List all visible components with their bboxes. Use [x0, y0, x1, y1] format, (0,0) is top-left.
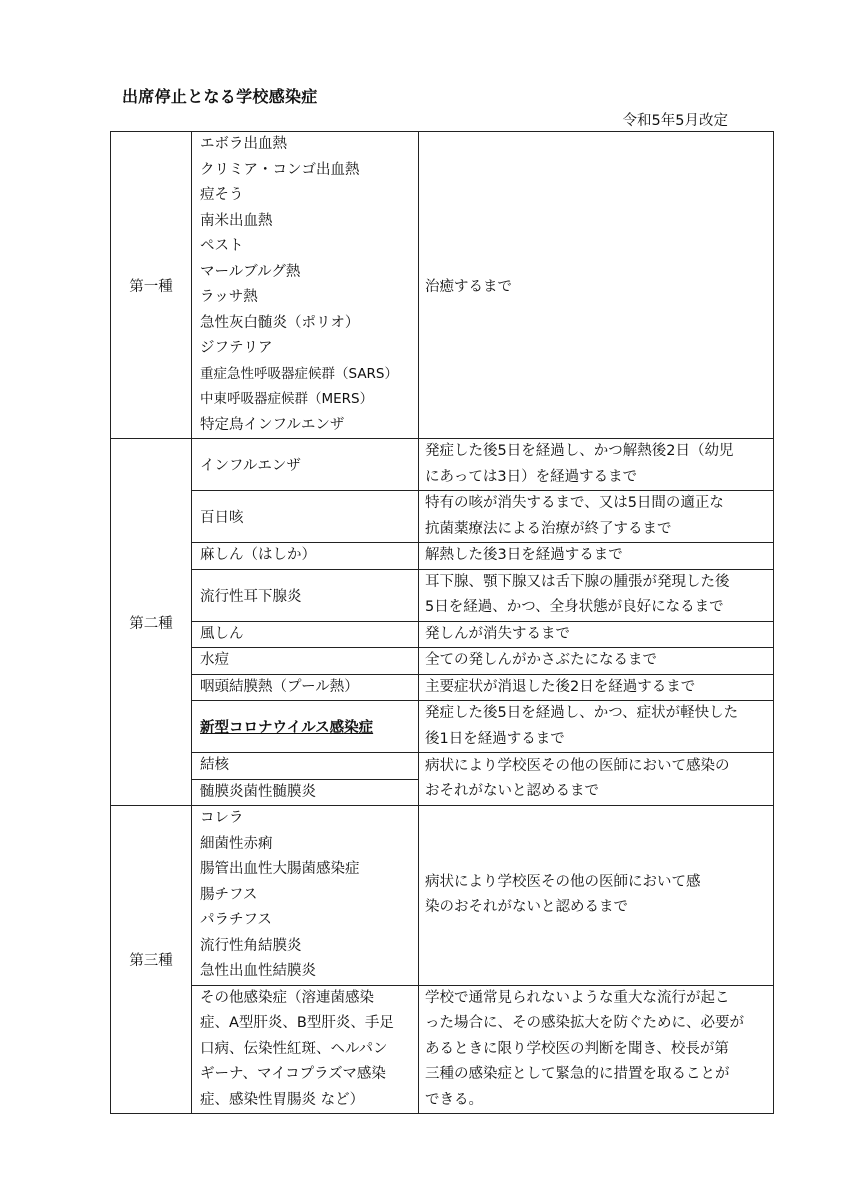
disease-item: ジフテリア: [200, 340, 273, 356]
condition-line: った場合に、その感染拡大を防ぐために、必要が: [425, 1015, 744, 1031]
condition-line: 全ての発しんがかさぶたになるまで: [425, 652, 657, 668]
other-disease-cell: [192, 985, 419, 1114]
disease-label: 結核: [200, 757, 229, 773]
table-row: [111, 543, 774, 570]
condition-line: 病状により学校医その他の医師において感: [425, 873, 701, 890]
disease-item: [192, 543, 419, 570]
condition-line: 特有の咳が消失するまで、又は5日間の適正な: [425, 495, 724, 511]
category-type3: 第三種: [111, 806, 192, 1114]
condition-line: 病状により学校医その他の医師において感染の: [425, 757, 730, 774]
table-row: [111, 648, 774, 675]
disease-item: 痘そう: [200, 187, 244, 203]
condition-line: 三種の感染症として緊急的に措置を取ることが: [425, 1066, 730, 1082]
condition-cell: [419, 621, 774, 648]
disease-item: パラチフス: [200, 912, 272, 928]
table-row: [111, 491, 774, 543]
condition-line: 発しんが消失するまで: [425, 625, 570, 642]
table-row: [111, 621, 774, 648]
disease-item: 特定鳥インフルエンザ: [200, 416, 345, 433]
condition-line: 5日を経過、かつ、全身状態が良好になるまで: [425, 599, 724, 615]
disease-item: [192, 753, 419, 780]
disease-item: 急性出血性結膜炎: [200, 963, 316, 979]
condition-line: 染のおそれがないと認めるまで: [425, 899, 628, 916]
disease-item: 腸チフス: [200, 886, 258, 903]
disease-label: 麻しん（はしか）: [200, 547, 316, 563]
disease-item: 流行性角結膜炎: [200, 937, 302, 954]
condition-cell: [419, 439, 774, 491]
disease-item: マールブルグ熱: [200, 263, 301, 280]
disease-line: ギーナ、マイコプラズマ感染: [200, 1066, 386, 1082]
disease-item: 流行性耳下腺炎: [192, 569, 419, 621]
disease-item: 腸管出血性大腸菌感染症: [200, 861, 360, 877]
condition-type1: 治癒するまで: [419, 132, 774, 439]
condition-cell: [419, 674, 774, 701]
table-row: [111, 674, 774, 701]
disease-list-type1: [192, 132, 419, 439]
table-row: [111, 132, 774, 439]
disease-line: その他感染症（溶連菌感染: [200, 989, 374, 1006]
disease-item: [192, 701, 419, 753]
disease-label: 風しん: [200, 625, 244, 642]
covid-label: 新型コロナウイルス感染症: [200, 720, 374, 736]
condition-line: 学校で通常見られないような重大な流行が起こ: [425, 989, 730, 1006]
disease-item: 重症急性呼吸器症候群（SARS）: [200, 365, 399, 382]
disease-item: クリミア・コンゴ出血熱: [200, 161, 360, 178]
disease-item: 細菌性赤痢: [200, 835, 273, 852]
condition-line: できる。: [425, 1091, 483, 1108]
other-condition-cell: [419, 985, 774, 1114]
disease-item: [192, 779, 419, 806]
table-row: [111, 985, 774, 1114]
document-title: 出席停止となる学校感染症: [122, 87, 318, 106]
disease-item: ペスト: [200, 238, 244, 254]
disease-item: エボラ出血熱: [200, 136, 287, 152]
condition-cell: [419, 543, 774, 570]
disease-label: 髄膜炎菌性髄膜炎: [200, 783, 316, 800]
condition-line: 抗菌薬療法による治療が終了するまで: [425, 520, 672, 537]
disease-list-type3: [192, 806, 419, 986]
table-row: [111, 569, 774, 621]
condition-line: あるときに限り学校医の判断を聞き、校長が第: [425, 1040, 729, 1057]
revision-date: 令和5年5月改定: [622, 113, 728, 129]
disease-item: 急性灰白髄炎（ポリオ）: [200, 314, 360, 331]
disease-item: 中東呼吸器症候群（MERS）: [200, 391, 374, 407]
condition-line: 後1日を経過するまで: [425, 730, 565, 747]
disease-item: [192, 621, 419, 648]
disease-item: インフルエンザ: [192, 439, 419, 491]
disease-line: 症、A型肝炎、B型肝炎、手足: [200, 1015, 394, 1031]
disease-label: 水痘: [200, 652, 229, 668]
disease-item: ラッサ熱: [200, 289, 258, 305]
infectious-disease-table: [110, 131, 774, 1114]
condition-line: 発症した後5日を経過し、かつ解熱後2日（幼児: [425, 443, 734, 459]
condition-cell: [419, 753, 774, 806]
table-row: [111, 701, 774, 753]
disease-item: [192, 648, 419, 675]
condition-line: 発症した後5日を経過し、かつ、症状が軽快した: [425, 705, 739, 721]
table-row: [111, 753, 774, 780]
disease-item: 百日咳: [192, 491, 419, 543]
table-row: [111, 439, 774, 491]
disease-label: 咽頭結膜熱（プール熱）: [200, 678, 359, 695]
condition-line: おそれがないと認めるまで: [425, 783, 599, 799]
disease-item: [192, 674, 419, 701]
disease-line: 症、感染性胃腸炎 など）: [200, 1091, 365, 1108]
condition-line: 解熱した後3日を経過するまで: [425, 547, 623, 563]
condition-cell: [419, 701, 774, 753]
condition-cell: [419, 569, 774, 621]
disease-item: コレラ: [200, 810, 244, 826]
condition-cell: [419, 806, 774, 986]
condition-line: 耳下腺、顎下腺又は舌下腺の腫張が発現した後: [425, 573, 730, 590]
condition-line: にあっては3日）を経過するまで: [425, 468, 638, 485]
condition-cell: [419, 648, 774, 675]
condition-line: 主要症状が消退した後2日を経過するまで: [425, 678, 696, 695]
disease-line: 口病、伝染性紅斑、ヘルパン: [200, 1040, 388, 1057]
category-type1: 第一種: [111, 132, 192, 439]
category-type2: 第二種: [111, 439, 192, 806]
condition-cell: [419, 491, 774, 543]
table-row: [111, 806, 774, 986]
disease-item: 南米出血熱: [200, 212, 273, 229]
